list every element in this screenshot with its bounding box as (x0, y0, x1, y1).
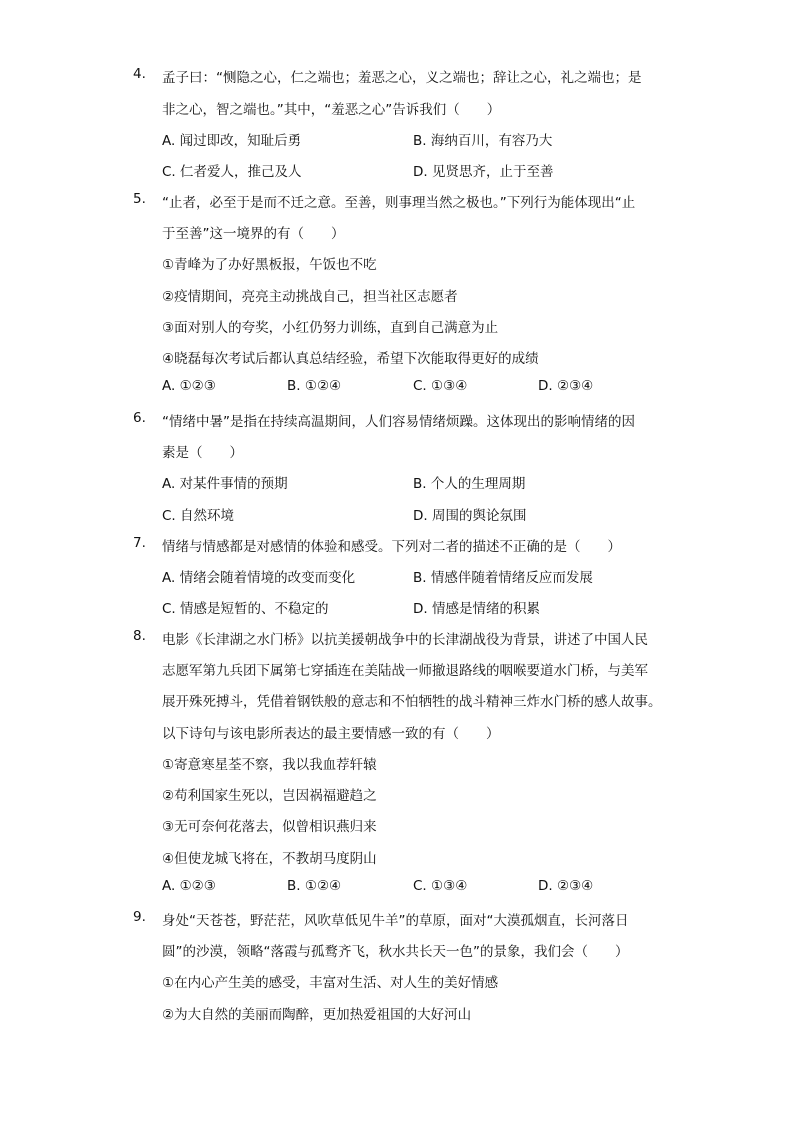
question-number: 9. (133, 909, 146, 925)
question-text-line: 志愿军第九兵团下属第七穿插连在美陆战一师撤退路线的咽喉要道水门桥，与美军 (162, 663, 648, 679)
question-text-line: 电影《长津湖之水门桥》以抗美援朝战争中的长津湖战役为背景，讲述了中国人民 (162, 632, 648, 648)
statement-3: ③面对别人的夸奖，小红仍努力训练，直到自己满意为止 (162, 320, 499, 336)
option-c: C. ①③④ (413, 878, 468, 894)
question-text-line: 孟子曰：“恻隐之心，仁之端也；羞恶之心，义之端也；辞让之心，礼之端也；是 (162, 70, 642, 86)
option-a: A. 闻过即改，知耻后勇 (162, 133, 302, 149)
question-text-line: 以下诗句与该电影所表达的最主要情感一致的有（ ） (162, 726, 500, 742)
option-d: D. ②③④ (538, 378, 594, 394)
option-c: C. 情感是短暂的、不稳定的 (162, 601, 329, 617)
option-d: D. 见贤思齐，止于至善 (413, 164, 554, 180)
question-text-line: 展开殊死搏斗，凭借着钢铁般的意志和不怕牺牲的战斗精神三炸水门桥的感人故事。 (162, 694, 662, 710)
question-number: 7. (133, 535, 146, 551)
statement-2: ②苟利国家生死以，岂因祸福避趋之 (162, 788, 377, 804)
option-d: D. ②③④ (538, 878, 594, 894)
option-b: B. ①②④ (287, 878, 342, 894)
statement-1: ①青峰为了办好黑板报，午饭也不吃 (162, 257, 377, 273)
option-b: B. 海纳百川，有容乃大 (413, 133, 553, 149)
question-text-line: 身处“天苍苍，野茫茫，风吹草低见牛羊”的草原，面对“大漠孤烟直，长河落日 (162, 913, 629, 929)
statement-4: ④晓磊每次考试后都认真总结经验，希望下次能取得更好的成绩 (162, 351, 539, 367)
option-a: A. ①②③ (162, 378, 216, 394)
statement-2: ②疫情期间，亮亮主动挑战自己，担当社区志愿者 (162, 289, 458, 305)
option-c: C. 自然环境 (162, 508, 235, 524)
option-b: B. 个人的生理周期 (413, 476, 526, 492)
option-b: B. 情感伴随着情绪反应而发展 (413, 570, 593, 586)
statement-4: ④但使龙城飞将在，不教胡马度阴山 (162, 851, 377, 867)
option-b: B. ①②④ (287, 378, 342, 394)
question-number: 8. (133, 628, 146, 644)
question-text-line: 非之心，智之端也。”其中，“羞恶之心”告诉我们（ ） (162, 102, 501, 118)
statement-3: ③无可奈何花落去，似曾相识燕归来 (162, 819, 377, 835)
option-a: A. 情绪会随着情境的改变而变化 (162, 570, 356, 586)
question-number: 4. (133, 66, 146, 82)
question-text-line: 情绪与情感都是对感情的体验和感受。下列对二者的描述不正确的是（ ） (162, 539, 621, 555)
statement-2: ②为大自然的美丽而陶醉，更加热爱祖国的大好河山 (162, 1007, 472, 1023)
question-text-line: 素是（ ） (162, 445, 243, 461)
option-a: A. 对某件事情的预期 (162, 476, 288, 492)
option-a: A. ①②③ (162, 878, 216, 894)
question-text-line: “止者，必至于是而不迁之意。至善，则事理当然之极也。”下列行为能体现出“止 (162, 195, 636, 211)
question-text-line: 圆”的沙漠，领略“落霞与孤鹜齐飞，秋水共长天一色”的景象，我们会（ ） (162, 944, 629, 960)
option-c: C. 仁者爱人，推己及人 (162, 164, 302, 180)
question-text-line: “情绪中暑”是指在持续高温期间，人们容易情绪烦躁。这体现出的影响情绪的因 (162, 414, 635, 430)
statement-1: ①在内心产生美的感受，丰富对生活、对人生的美好情感 (162, 975, 499, 991)
option-c: C. ①③④ (413, 378, 468, 394)
option-d: D. 周围的舆论氛围 (413, 508, 527, 524)
statement-1: ①寄意寒星荃不察，我以我血荐轩辕 (162, 757, 377, 773)
question-text-line: 于至善”这一境界的有（ ） (162, 226, 345, 242)
question-number: 6. (133, 410, 146, 426)
question-number: 5. (133, 191, 146, 207)
option-d: D. 情感是情绪的积累 (413, 601, 540, 617)
